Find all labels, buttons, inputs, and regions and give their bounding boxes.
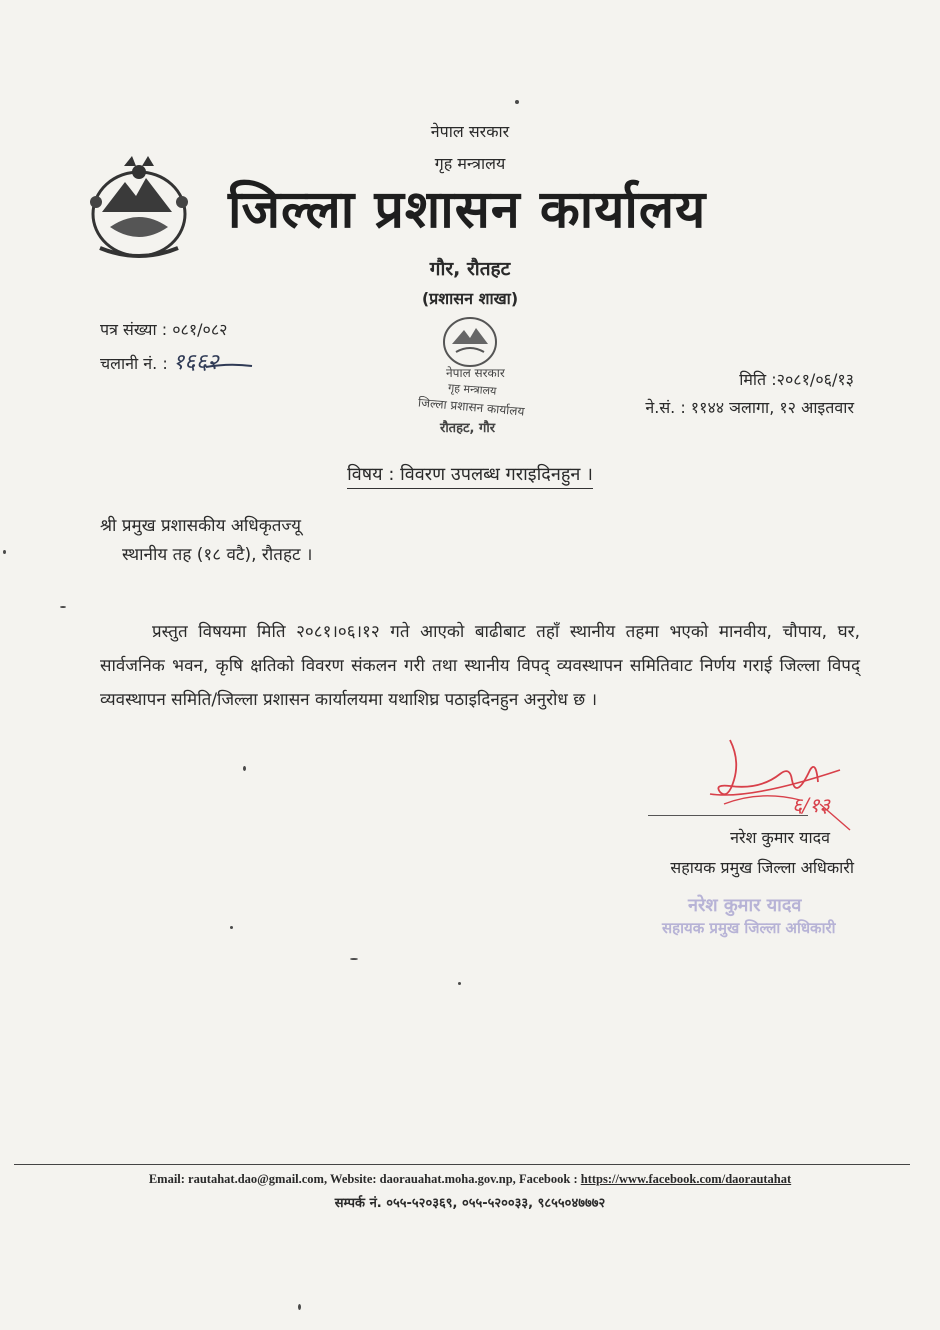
footer-facebook-link[interactable]: https://www.facebook.com/daorautahat (580, 1172, 792, 1186)
letter-body (100, 615, 860, 717)
office-seal (418, 314, 548, 442)
title-stamp: सहायक प्रमुख जिल्ला अधिकारी (662, 919, 836, 937)
ministry-label: गृह मन्त्रालय (434, 154, 506, 173)
seal-line-3: जिल्ला प्रशासन कार्यालय (417, 395, 526, 419)
paper-speck (350, 958, 358, 960)
name-stamp: नरेश कुमार यादव (688, 895, 802, 916)
subject-line (0, 462, 940, 486)
nepal-sambat-date: ने.सं. : ११४४ ञलागा, १२ आइतवार (645, 398, 854, 417)
seal-line-1: नेपाल सरकार (446, 366, 505, 380)
paper-speck (230, 926, 233, 929)
signatory-name: नरेश कुमार यादव (730, 828, 830, 847)
paper-speck (243, 766, 246, 771)
branch-label: (प्रशासन शाखा) (421, 289, 519, 308)
letter-number-value: ०८१/०८२ (172, 320, 228, 339)
footer-rule (14, 1164, 910, 1165)
paper-speck (458, 982, 461, 985)
underline-stroke-icon (204, 362, 254, 370)
footer-phone-line: सम्पर्क नं. ०५५-५२०३६९, ०५५-५२००३३, ९८५५०४७७७२ (334, 1196, 606, 1211)
signature-icon (700, 730, 860, 840)
date-line: मिति :२०८१/०६/१३ (739, 370, 854, 389)
paper-speck (60, 606, 66, 608)
signature-date: ६/१३ (792, 793, 830, 817)
seal-line-4: रौतहट, गौर (440, 421, 496, 436)
paper-speck (3, 550, 6, 554)
footer-email: Email: rautahat.dao@gmail.com, (148, 1172, 328, 1186)
footer-website: Website: daorauahat.moha.gov.np, (330, 1172, 516, 1186)
signatory-title: सहायक प्रमुख जिल्ला अधिकारी (670, 858, 854, 877)
dispatch-number-value: १६६२ (172, 350, 219, 375)
nepal-emblem-icon (80, 152, 198, 264)
letter-number (100, 318, 228, 340)
office-location: गौर, रौतहट (429, 258, 511, 280)
dispatch-number (100, 346, 219, 376)
subject-text: विषय : विवरण उपलब्ध गराइदिनहुन । (347, 464, 593, 489)
footer-facebook-label: Facebook : (518, 1172, 578, 1186)
body-paragraph: प्रस्तुत विषयमा मिति २०८१।०६।१२ गते आएको बाढीबाट तहाँ स्थानीय तहमा भएको मानवीय, चौपाय, घर, सार्वजनिक भवन, कृषि क्षतिको विवरण संकलन गरी तथा स्थानीय विपद् व्यवस्थापन समितिवाट निर्णय गराई जिल्ला विपद् व्यवस्थापन समिति/जिल्ला प्रशासन कार्यालयमा यथाशिघ्र पठाइदिनहुन अनुरोध छ । (100, 622, 860, 710)
paper-speck (298, 1304, 301, 1310)
seal-line-2: गृह मन्त्रालय (447, 381, 497, 398)
addressee-line-2: स्थानीय तह (१८ वटै), रौतहट । (122, 545, 313, 565)
paper-speck (515, 100, 519, 104)
footer-contact-line (0, 1172, 940, 1187)
government-label: नेपाल सरकार (430, 122, 510, 141)
signature-line (648, 815, 808, 816)
letter-number-label: पत्र संख्या : (100, 320, 168, 339)
addressee-line-1: श्री प्रमुख प्रशासकीय अधिकृतज्यू (100, 516, 302, 536)
office-name-heading: जिल्ला प्रशासन कार्यालय (228, 180, 707, 240)
dispatch-number-label: चलानी नं. : (100, 354, 168, 373)
